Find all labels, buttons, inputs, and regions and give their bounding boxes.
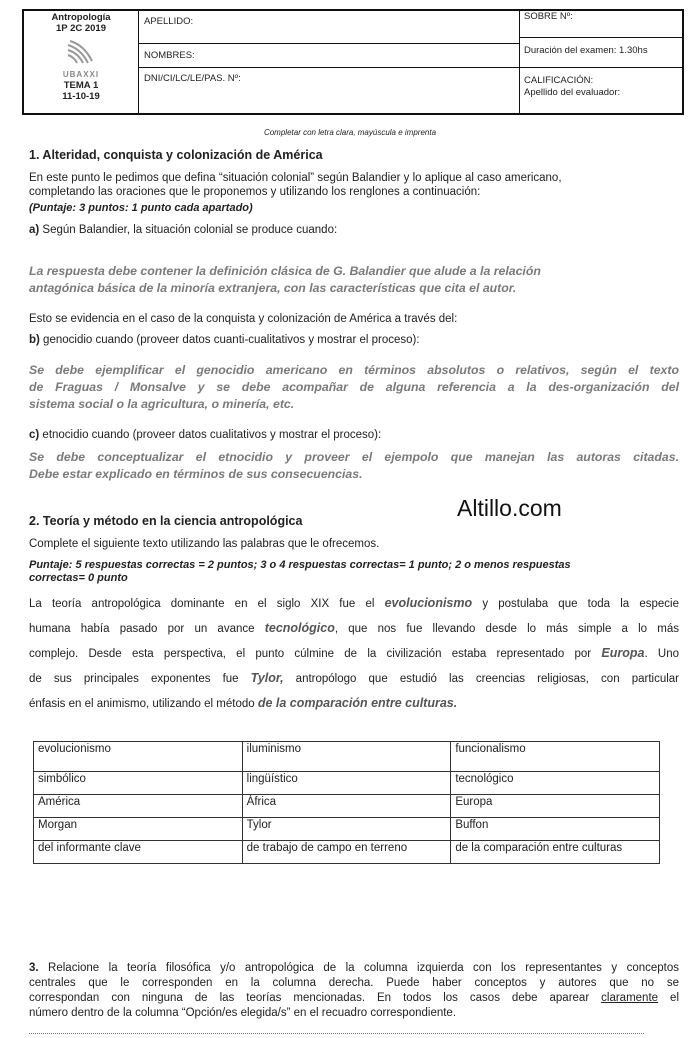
q1-c-answer-2: Debe estar explicado en términos de sus consecuencias. bbox=[29, 467, 363, 481]
q1-b-answer-2: de Fraguas / Monsalve y se debe acompañar de alguna referencia a la des-organización del bbox=[29, 380, 679, 394]
q1-intro-2: completando las oraciones que le proponemos y utilizando los renglones a continuación: bbox=[29, 186, 481, 198]
q2-fill-1: evolucionismo bbox=[384, 596, 473, 610]
calificacion-field[interactable]: CALIFICACIÓN: bbox=[524, 75, 594, 86]
ubaxxi-logo-icon bbox=[66, 39, 96, 65]
q2-text-line-2: humana había pasado por un avance tecnológico, que nos fue llevando desde lo más simple a lo más bbox=[29, 621, 679, 635]
q1-evidencia: Esto se evidencia en el caso de la conquista y colonización de América a través del: bbox=[29, 313, 458, 325]
word-cell: iluminismo bbox=[242, 742, 451, 772]
word-cell: Buffon bbox=[451, 818, 660, 841]
q2-text-line-5: énfasis en el animismo, utilizando el método de la comparación entre culturas. bbox=[29, 696, 458, 710]
watermark: Altillo.com bbox=[457, 495, 562, 521]
word-cell: Morgan bbox=[34, 818, 243, 841]
q1-c-label: c) bbox=[29, 429, 40, 441]
word-cell: tecnológico bbox=[451, 772, 660, 795]
q1-a-label: a) bbox=[29, 224, 40, 236]
dotted-answer-line bbox=[29, 1033, 644, 1034]
dni-field[interactable]: DNI/CI/LC/LE/PAS. Nº: bbox=[144, 73, 241, 84]
table-row bbox=[34, 772, 660, 795]
q1-b-answer-3: sistema social o la agricultura, o minería, etc. bbox=[29, 397, 295, 411]
table-row bbox=[34, 841, 660, 864]
q1-c-prompt bbox=[29, 429, 381, 442]
q1-a-answer-1: La respuesta debe contener la definición clásica de G. Balandier que alude a la relación bbox=[29, 264, 541, 278]
word-cell: de trabajo de campo en terreno bbox=[242, 841, 451, 864]
q2-fill-5: de la comparación entre culturas. bbox=[257, 696, 458, 710]
word-cell: América bbox=[34, 795, 243, 818]
q3-line-4: número dentro de la columna “Opción/es elegida/s” en el recuadro correspondiente. bbox=[29, 1007, 457, 1019]
q2-puntaje-2: correctas= 0 punto bbox=[29, 572, 128, 584]
word-cell: Tylor bbox=[242, 818, 451, 841]
q1-a-answer-2: antagónica básica de la minoría extranjera, con las características que cita el autor. bbox=[29, 281, 517, 295]
table-row bbox=[34, 795, 660, 818]
q1-a-prompt bbox=[29, 224, 337, 237]
word-cell: de la comparación entre culturas bbox=[451, 841, 660, 864]
course-block bbox=[24, 12, 138, 102]
q2-text-line-3: complejo. Desde esta perspectiva, el punto cúlmine de la civilización estaba representado por Europa. Uno bbox=[29, 646, 679, 660]
tema-label: TEMA 1 bbox=[63, 80, 99, 91]
q2-fill-2: tecnológico bbox=[264, 621, 335, 635]
word-cell: Europa bbox=[451, 795, 660, 818]
instructions-subtitle: Completar con letra clara, mayúscula e imprenta bbox=[263, 128, 437, 137]
table-row bbox=[34, 742, 660, 772]
q2-title: 2. Teoría y método en la ciencia antropológica bbox=[29, 514, 303, 528]
q2-fill-3: Europa bbox=[601, 646, 645, 660]
duracion-label: Duración del examen: 1.30hs bbox=[524, 45, 648, 56]
q3-number: 3. bbox=[29, 962, 39, 974]
q3-underlined-word: claramente bbox=[601, 992, 659, 1004]
course-code: 1P 2C 2019 bbox=[55, 23, 106, 34]
q2-text-line-4: de sus principales exponentes fue Tylor, antropólogo que estudió las creencias religiosas, con particular bbox=[29, 671, 679, 685]
q1-b-answer-1: Se debe ejemplificar el genocidio americano en términos absolutos o relativos, según el texto bbox=[29, 363, 679, 377]
q3-line-1: 3. Relacione la teoría filosófica y/o antropológica de la columna izquierda con los representantes y conceptos bbox=[29, 962, 679, 974]
nombres-field[interactable]: NOMBRES: bbox=[144, 50, 195, 61]
word-cell: lingüístico bbox=[242, 772, 451, 795]
word-bank-table bbox=[33, 741, 660, 864]
q3-line-3: correspondan con ninguna de las teorías mencionadas. En todos los casos debe aparear claramente el bbox=[29, 992, 679, 1004]
q1-intro-1: En este punto le pedimos que defina “situación colonial” según Balandier y lo aplique al caso americano, bbox=[29, 172, 562, 184]
word-cell: África bbox=[242, 795, 451, 818]
exam-date: 11-10-19 bbox=[62, 91, 100, 102]
evaluador-field[interactable]: Apellido del evaluador: bbox=[524, 87, 621, 98]
exam-header bbox=[22, 9, 684, 115]
word-cell: simbólico bbox=[34, 772, 243, 795]
sobre-field[interactable]: SOBRE Nº: bbox=[524, 11, 573, 22]
table-row bbox=[34, 818, 660, 841]
word-cell: evolucionismo bbox=[34, 742, 243, 772]
q1-title: 1. Alteridad, conquista y colonización de América bbox=[29, 148, 323, 162]
subject-name: Antropología bbox=[51, 12, 111, 23]
q1-b-label: b) bbox=[29, 334, 40, 346]
q2-puntaje-1: Puntaje: 5 respuestas correctas = 2 puntos; 3 o 4 respuestas correctas= 1 punto; 2 o menos respuestas bbox=[29, 559, 571, 571]
q1-b-prompt bbox=[29, 334, 420, 347]
word-cell: del informante clave bbox=[34, 841, 243, 864]
q1-c-text: etnocidio cuando (proveer datos cualitativos y mostrar el proceso): bbox=[39, 429, 382, 441]
q2-text-line-1: La teoría antropológica dominante en el siglo XIX fue el evolucionismo y postulaba que toda la especie bbox=[29, 596, 679, 610]
q1-a-text: Según Balandier, la situación colonial se produce cuando: bbox=[39, 224, 338, 236]
q1-puntaje: (Puntaje: 3 puntos: 1 punto cada apartado) bbox=[29, 202, 253, 214]
q1-c-answer-1: Se debe conceptualizar el etnocidio y proveer el ejempolo que manejan las autoras citadas. bbox=[29, 450, 679, 464]
q1-b-text: genocidio cuando (proveer datos cuanti-cualitativos y mostrar el proceso): bbox=[39, 334, 420, 346]
q2-fill-4: Tylor, bbox=[250, 671, 284, 685]
q3-line-2: centrales que le corresponden en la columna derecha. Puede haber conceptos y autores que no se bbox=[29, 977, 679, 989]
apellido-field[interactable]: APELLIDO: bbox=[144, 16, 194, 27]
word-cell: funcionalismo bbox=[451, 742, 660, 772]
q2-intro: Complete el siguiente texto utilizando las palabras que le ofrecemos. bbox=[29, 538, 380, 550]
logo-text: UBAXXI bbox=[62, 70, 100, 79]
